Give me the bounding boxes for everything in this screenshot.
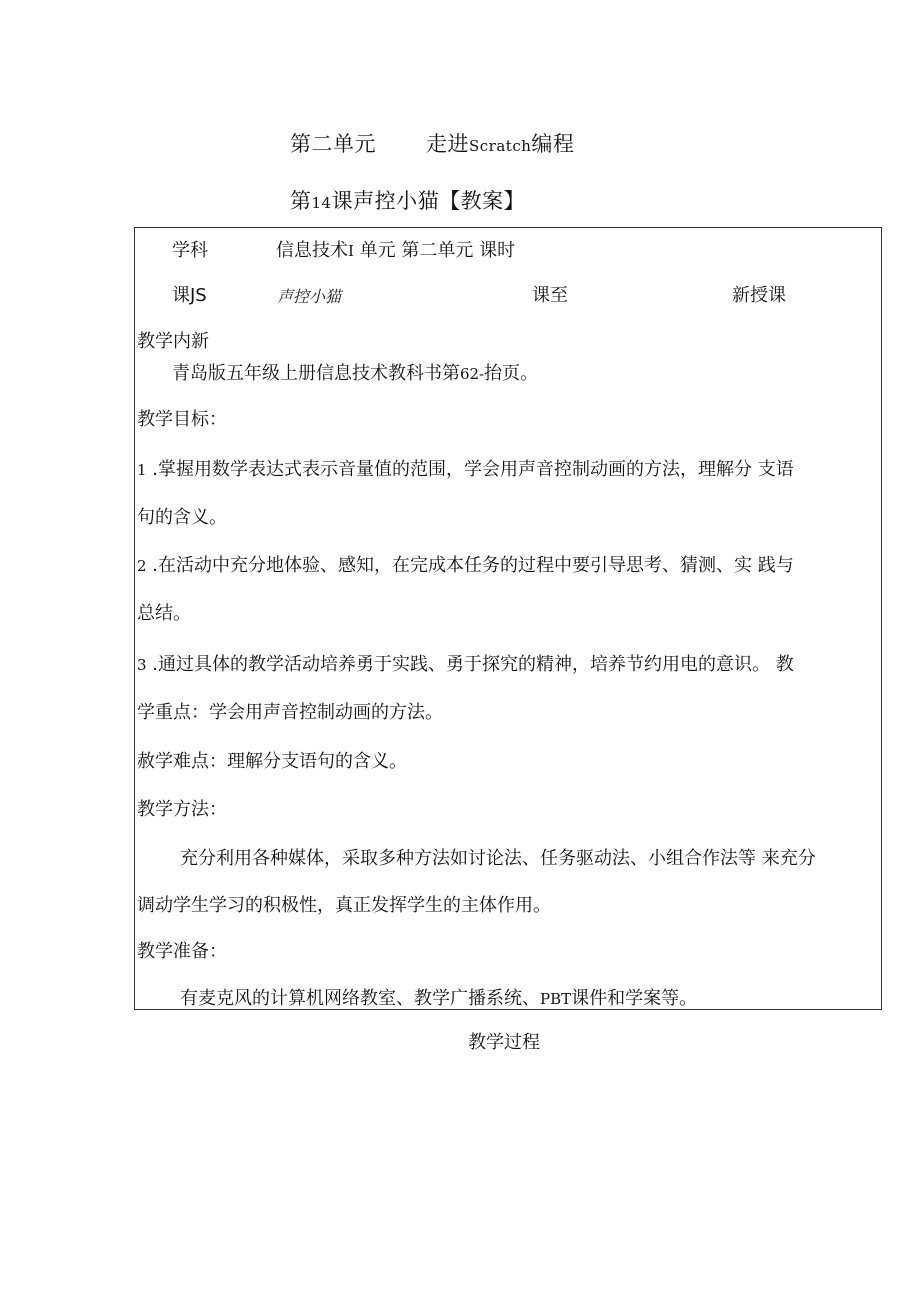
unit-suffix: 编程 bbox=[531, 132, 575, 156]
methods-line1: 充分利用各种媒体，采取多种方法如讨论法、任务驱动法、小组合作法等 来充分 bbox=[180, 848, 816, 869]
content-text bbox=[172, 359, 538, 385]
unit-prefix: 第二单元 bbox=[290, 132, 376, 156]
objective-2 bbox=[137, 551, 794, 577]
objective-3-num: 3 bbox=[137, 656, 147, 674]
topic-label bbox=[172, 281, 207, 307]
objective-2-text: .在活动中充分地体验、感知，在完成本任务的过程中要引导思考、猜测、实 践与 bbox=[152, 555, 794, 576]
content-text-b: 抬页。 bbox=[484, 363, 539, 384]
subject-value bbox=[276, 236, 515, 262]
lesson-suffix: 课声控小猫【教案】 bbox=[331, 189, 526, 213]
content-heading: 教学内新 bbox=[137, 331, 209, 352]
objective-1-text: .掌握用数学表达式表示音量值的范围，学会用声音控制动画的方法，理解分 支语 bbox=[152, 459, 794, 480]
objective-2-cont: 总结。 bbox=[137, 603, 191, 624]
subject-label: 学科 bbox=[172, 240, 208, 261]
type-label: 课至 bbox=[532, 285, 568, 306]
objectives-heading: 教学目标： bbox=[137, 409, 227, 430]
subject-value-a: 信息技术 bbox=[276, 240, 348, 261]
preparation-heading: 教学准备： bbox=[137, 941, 227, 962]
methods-heading: 教学方法： bbox=[137, 799, 227, 820]
difficulty: 赦学难点：理解分支语句的含义。 bbox=[137, 751, 407, 772]
preparation-latin: PBT bbox=[540, 990, 572, 1008]
content-page-num: 62- bbox=[460, 365, 485, 383]
objective-3 bbox=[137, 650, 794, 676]
objective-1 bbox=[137, 455, 794, 481]
key-points: 学重点：学会用声音控制动画的方法。 bbox=[137, 702, 443, 723]
lesson-prefix: 第 bbox=[290, 189, 312, 213]
lesson-title bbox=[290, 185, 525, 215]
objective-3-text: .通过具体的教学活动培养勇于实践、勇于探究的精神，培养节约用电的意识。 教 bbox=[152, 654, 794, 675]
lesson-number: 14 bbox=[311, 194, 332, 212]
objective-1-num: 1 bbox=[137, 461, 147, 479]
topic-value: 声控小猫 bbox=[277, 287, 342, 306]
objective-1-cont: 句的含义。 bbox=[137, 507, 227, 528]
preparation-text-a: 有麦克风的计算机网络教室、教学广播系统、 bbox=[180, 988, 540, 1009]
methods-line2: 调动学生学习的积极性，真正发挥学生的主体作用。 bbox=[137, 895, 551, 916]
unit-latin: Scratch bbox=[469, 137, 532, 155]
preparation-text bbox=[180, 984, 697, 1010]
type-value: 新授课 bbox=[732, 285, 786, 306]
unit-middle: 走进 bbox=[426, 132, 469, 156]
objective-2-num: 2 bbox=[137, 557, 147, 575]
content-text-a: 青岛版五年级上册信息技术教科书第 bbox=[172, 363, 460, 384]
topic-label-text: 课JS bbox=[172, 285, 207, 306]
subject-value-c: 单元 第二单元 课时 bbox=[359, 240, 516, 261]
unit-title bbox=[290, 128, 574, 158]
subject-value-b: I bbox=[348, 242, 354, 260]
preparation-text-b: 课件和学案等。 bbox=[571, 988, 698, 1009]
teaching-process-heading: 教学过程 bbox=[468, 1032, 540, 1053]
